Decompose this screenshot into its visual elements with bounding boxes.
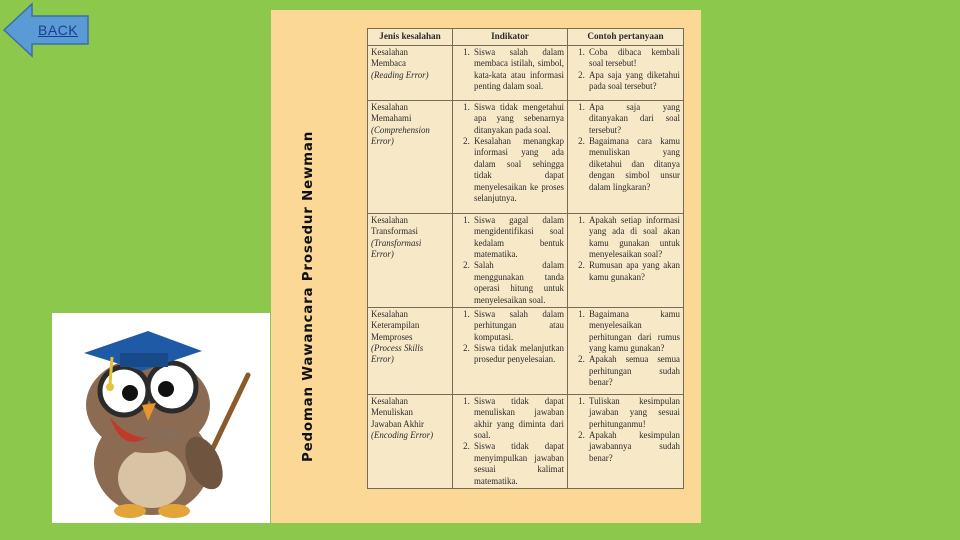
error-type-line: Memahami [371,113,412,124]
indicator-cell [453,45,568,100]
question-item: 1. Bagaimana kamu menyelesaikan perhitungan dari rumus yang kamu gunakan? [587,309,680,355]
column-header: Jenis kesalahan [368,29,453,46]
table-row [368,307,684,394]
indicator-item: 2. Salah dalam menggunakan tanda operasi hitung untuk menyelesaikan soal. [472,260,564,306]
column-header: Indikator [453,29,568,46]
indicator-item: 1. Siswa gagal dalam mengidentifikasi soal kedalam bentuk matematika. [472,215,564,261]
question-cell [568,213,684,307]
indicator-cell [453,213,568,307]
error-type-line: Kesalahan [371,46,408,57]
question-item: 1. Apa saja yang ditanyakan dari soal tersebut? [587,102,680,136]
indicator-item: 2. Siswa tidak dapat menyimpulkan jawaban sesuai kalimat matematika. [472,441,564,487]
error-type-line: Error) [371,135,394,146]
column-header: Contoh pertanyaan [568,29,684,46]
question-item: 1. Apakah setiap informasi yang ada di soal akan kamu gunakan untuk menyelesaikan soal? [587,215,680,261]
owl-teacher-icon [52,313,270,523]
error-type-line: Error) [371,248,394,259]
table-row [368,213,684,307]
question-item: 2. Apakah semua semua perhitungan sudah benar? [587,354,680,388]
error-type-line: Jawaban Akhir [371,418,424,429]
table-row [368,100,684,213]
error-type-cell [368,100,453,213]
error-type-line: Membaca [371,58,406,69]
question-item: 2. Bagaimana cara kamu menuliskan yang diketahui dan ditanya dengan simbol unsur dalam lingkaran? [587,136,680,193]
indicator-item: 1. Siswa salah dalam perhitungan atau komputasi. [472,309,564,343]
indicator-cell [453,307,568,394]
error-type-line: Kesalahan [371,395,408,406]
owl-teacher-illustration [52,313,270,523]
vertical-slide-title: Pedoman Wawancara Prosedur Newman [301,130,316,462]
back-button-label: BACK [38,22,79,38]
error-type-line: Keterampilan [371,320,420,331]
question-cell [568,100,684,213]
error-type-line: Kesalahan [371,101,408,112]
indicator-cell [453,100,568,213]
error-type-line: Menuliskan [371,407,413,418]
indicator-item: 1. Siswa salah dalam membaca istilah, simbol, kata-kata atau informasi penting dalam soal. [472,47,564,93]
table-row [368,394,684,488]
error-type-cell [368,213,453,307]
indicator-item: 1. Siswa tidak mengetahui apa yang sebenarnya ditanyakan pada soal. [472,102,564,136]
error-type-line: (Encoding Error) [371,430,434,441]
error-type-line: (Reading Error) [371,69,429,80]
question-cell [568,307,684,394]
back-button[interactable] [2,2,90,58]
error-type-line: Transformasi [371,226,419,237]
indicator-item: 1. Siswa tidak dapat menuliskan jawaban akhir yang diminta dari soal. [472,396,564,442]
error-type-line: (Transformasi [371,237,422,248]
error-type-line: Kesalahan [371,214,408,225]
question-item: 2. Rumusan apa yang akan kamu gunakan? [587,260,680,283]
question-cell [568,394,684,488]
table-header-row [368,29,684,46]
error-type-cell [368,307,453,394]
error-type-cell [368,394,453,488]
indicator-item: 2. Kesalahan menangkap informasi yang ada dalam soal sehingga tidak dapat menyelesaikan ke proses selanjutnya. [472,136,564,204]
question-item: 2. Apakah kesimpulan jawabannya sudah benar? [587,430,680,464]
indicator-item: 2. Siswa tidak melanjutkan prosedur penyelesaian. [472,343,564,366]
error-type-line: (Comprehension [371,124,430,135]
error-type-line: Kesalahan [371,308,408,319]
newman-error-table [367,28,684,489]
question-item: 1. Tuliskan kesimpulan jawaban yang sesuai perhitunganmu! [587,396,680,430]
question-item: 1. Coba dibaca kembali soal tersebut! [587,47,680,70]
question-cell [568,45,684,100]
error-type-line: (Process Skills [371,343,424,354]
error-type-cell [368,45,453,100]
watermark: 123RF [138,427,188,443]
question-item: 2. Apa saja yang diketahui pada soal tersebut? [587,70,680,93]
table-row [368,45,684,100]
error-type-line: Memproses [371,331,413,342]
error-type-line: Error) [371,354,394,365]
indicator-cell [453,394,568,488]
